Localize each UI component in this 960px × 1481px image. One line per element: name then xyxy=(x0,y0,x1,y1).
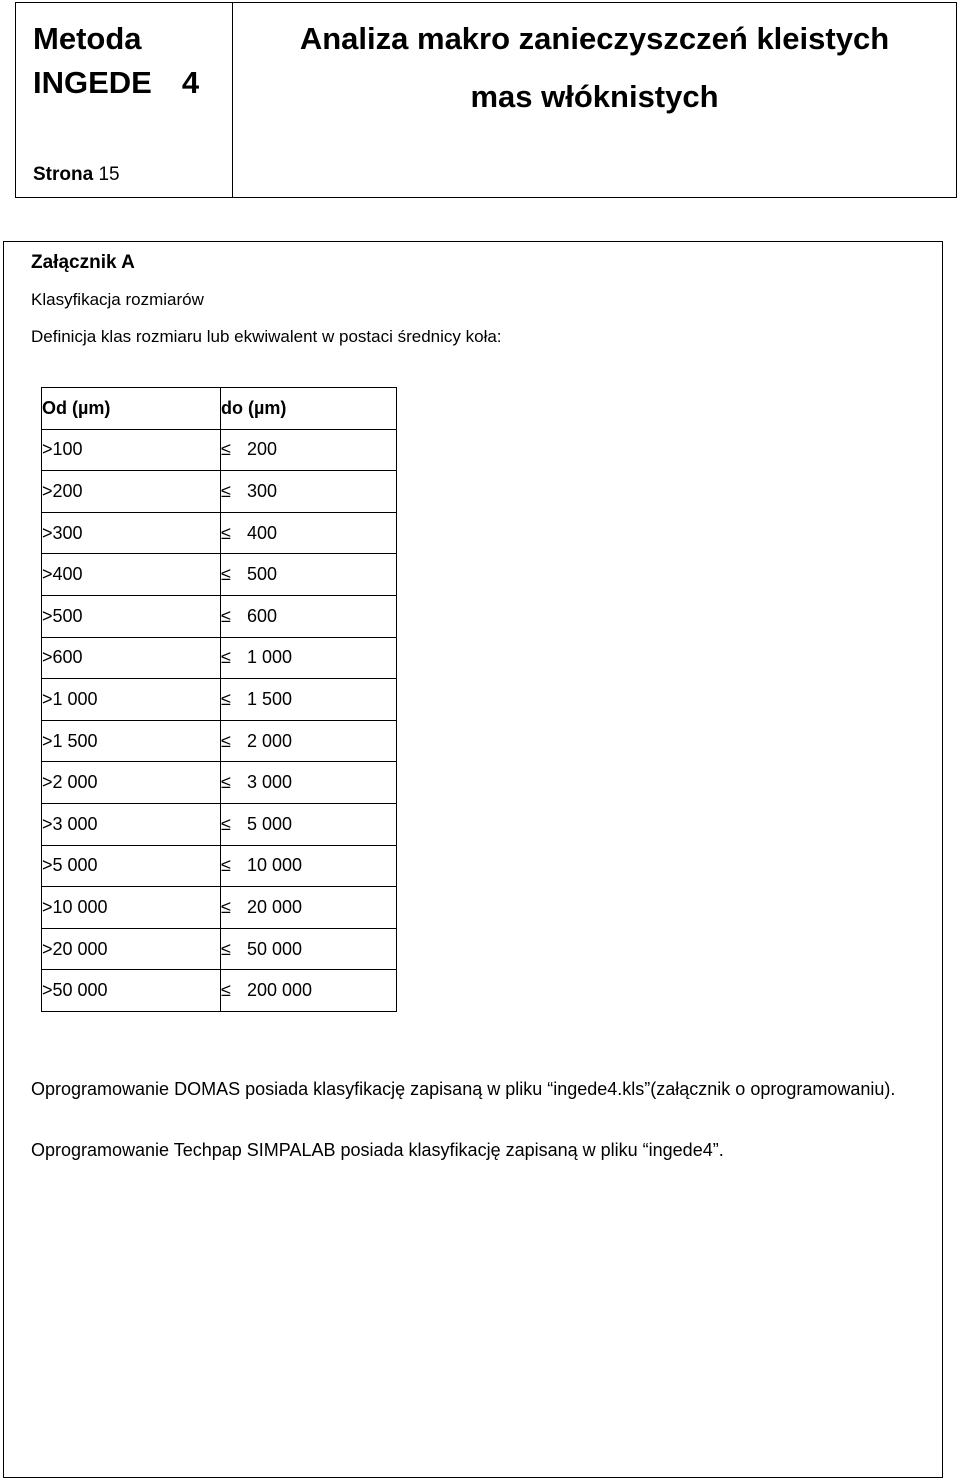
less-equal-symbol: ≤ xyxy=(221,564,231,585)
less-equal-symbol: ≤ xyxy=(221,522,231,543)
domas-note: Oprogramowanie DOMAS posiada klasyfikację zapisaną w pliku “ingede4.kls”(załącznik o oprogramowaniu). xyxy=(31,1079,896,1099)
less-equal-symbol: ≤ xyxy=(221,439,231,460)
document-title-line-1: Analiza makro zanieczyszczeń kleistych xyxy=(299,21,890,56)
document-title-line-2: mas włóknistych xyxy=(470,79,719,114)
less-equal-symbol: ≤ xyxy=(221,813,231,834)
table-cell-to xyxy=(221,845,397,887)
table-cell-to-value: 1 000 xyxy=(247,647,293,668)
table-row xyxy=(42,679,397,721)
table-cell-from: >2 000 xyxy=(42,762,221,804)
table-cell-from: >1 000 xyxy=(42,679,221,721)
table-row xyxy=(42,887,397,929)
table-cell-from: >20 000 xyxy=(42,928,221,970)
techpap-note: Oprogramowanie Techpap SIMPALAB posiada klasyfikację zapisaną w pliku “ingede4”. xyxy=(31,1140,724,1160)
less-equal-symbol: ≤ xyxy=(221,730,231,751)
table-cell-from: >600 xyxy=(42,637,221,679)
table-row xyxy=(42,845,397,887)
table-cell-to xyxy=(221,512,397,554)
table-cell-to xyxy=(221,471,397,513)
table-cell-to xyxy=(221,803,397,845)
table-row xyxy=(42,970,397,1012)
less-equal-symbol: ≤ xyxy=(221,896,231,917)
size-class-table xyxy=(41,387,397,1012)
table-cell-to-value: 300 xyxy=(247,480,278,501)
table-cell-from: >400 xyxy=(42,554,221,596)
page-indicator xyxy=(33,165,120,184)
less-equal-symbol: ≤ xyxy=(221,855,231,876)
table-cell-from: >1 500 xyxy=(42,720,221,762)
table-cell-from: >200 xyxy=(42,471,221,513)
table-cell-from: >5 000 xyxy=(42,845,221,887)
less-equal-symbol: ≤ xyxy=(221,480,231,501)
table-cell-to xyxy=(221,679,397,721)
table-cell-to-value: 500 xyxy=(247,564,278,585)
less-equal-symbol: ≤ xyxy=(221,772,231,793)
table-cell-to xyxy=(221,595,397,637)
table-row xyxy=(42,720,397,762)
method-number: 4 xyxy=(181,65,200,100)
less-equal-symbol: ≤ xyxy=(221,688,231,709)
table-row xyxy=(42,512,397,554)
table-body xyxy=(42,429,397,1011)
method-cell xyxy=(16,3,233,197)
table-row xyxy=(42,471,397,513)
less-equal-symbol: ≤ xyxy=(221,938,231,959)
page-label: Strona xyxy=(33,164,94,185)
table-cell-to-value: 5 000 xyxy=(247,813,293,834)
table-cell-to-value: 20 000 xyxy=(247,896,303,917)
table-cell-to xyxy=(221,637,397,679)
less-equal-symbol: ≤ xyxy=(221,980,231,1001)
table-cell-to xyxy=(221,928,397,970)
table-cell-to xyxy=(221,970,397,1012)
method-name xyxy=(33,67,199,98)
table-cell-to xyxy=(221,762,397,804)
table-cell-to-value: 50 000 xyxy=(247,938,303,959)
table-cell-to xyxy=(221,720,397,762)
less-equal-symbol: ≤ xyxy=(221,605,231,626)
method-label: Metoda xyxy=(33,21,142,56)
column-header-from: Od (µm) xyxy=(42,388,221,430)
content-frame xyxy=(3,241,943,1478)
annex-subtitle: Klasyfikacja rozmiarów xyxy=(31,290,204,309)
table-cell-from: >3 000 xyxy=(42,803,221,845)
table-row xyxy=(42,637,397,679)
annex-title: Załącznik A xyxy=(31,252,135,273)
table-row xyxy=(42,429,397,471)
document-header xyxy=(15,2,957,198)
page-number: 15 xyxy=(98,164,120,185)
table-row xyxy=(42,762,397,804)
table-row xyxy=(42,803,397,845)
column-header-to: do (µm) xyxy=(221,388,397,430)
table-cell-to-value: 200 000 xyxy=(247,980,313,1001)
table-cell-from: >300 xyxy=(42,512,221,554)
table-row xyxy=(42,595,397,637)
table-cell-to-value: 10 000 xyxy=(247,855,303,876)
table-cell-to xyxy=(221,429,397,471)
table-cell-from: >50 000 xyxy=(42,970,221,1012)
table-cell-from: >500 xyxy=(42,595,221,637)
table-cell-to-value: 3 000 xyxy=(247,772,293,793)
table-cell-from: >100 xyxy=(42,429,221,471)
table-row xyxy=(42,554,397,596)
table-cell-to-value: 400 xyxy=(247,522,278,543)
title-cell xyxy=(233,3,956,197)
table-cell-to-value: 2 000 xyxy=(247,730,293,751)
table-header-row xyxy=(42,388,397,430)
less-equal-symbol: ≤ xyxy=(221,647,231,668)
table-cell-to xyxy=(221,887,397,929)
table-cell-to-value: 600 xyxy=(247,605,278,626)
table-cell-from: >10 000 xyxy=(42,887,221,929)
method-code: INGEDE xyxy=(33,65,152,100)
table-cell-to-value: 1 500 xyxy=(247,688,293,709)
table-cell-to xyxy=(221,554,397,596)
table-cell-to-value: 200 xyxy=(247,439,278,460)
definition-text: Definicja klas rozmiaru lub ekwiwalent w postaci średnicy koła: xyxy=(31,327,502,346)
table-row xyxy=(42,928,397,970)
